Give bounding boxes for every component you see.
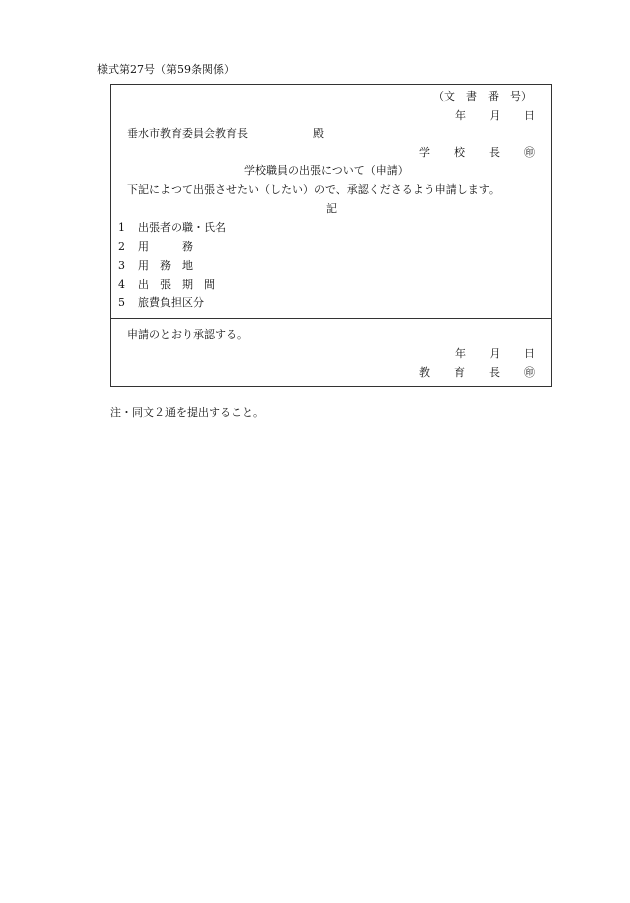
- seal-mark: ㊞: [524, 366, 535, 379]
- list-item: [118, 278, 215, 292]
- sender-char-2: 校: [454, 146, 465, 159]
- seal-mark: ㊞: [524, 146, 535, 159]
- request-date: [455, 109, 535, 123]
- ki-heading: 記: [326, 202, 337, 215]
- item-label: 出張者の職・氏名: [138, 221, 226, 234]
- addressee-honorific: 殿: [313, 127, 324, 140]
- addressee: 垂水市教育委員会教育長: [127, 127, 248, 140]
- item-number: 5: [118, 296, 125, 309]
- date-year: 年: [455, 109, 466, 122]
- list-item: [118, 221, 226, 235]
- approver-char-2: 育: [454, 366, 465, 379]
- approval-text: 申請のとおり承認する。: [127, 328, 248, 341]
- date-day: 日: [524, 109, 535, 122]
- date-year: 年: [455, 347, 466, 360]
- list-item: [118, 259, 193, 273]
- document-number-label: （文 書 番 号）: [433, 90, 532, 103]
- request-body-text: 下記によつて出張させたい（したい）ので、承認くださるよう申請します。: [127, 183, 500, 196]
- item-label: 用 務: [138, 240, 193, 253]
- item-number: 4: [118, 278, 125, 291]
- approval-date: [455, 347, 535, 361]
- list-item: [118, 240, 193, 254]
- item-label: 用 務 地: [138, 259, 193, 272]
- item-label: 旅費負担区分: [138, 296, 204, 309]
- item-number: 1: [118, 221, 125, 234]
- date-month: 月: [489, 109, 501, 122]
- date-month: 月: [489, 347, 501, 360]
- document-subject: 学校職員の出張について（申請）: [244, 164, 409, 177]
- section-divider: [110, 318, 552, 319]
- approver-char-1: 教: [419, 366, 430, 379]
- sender-char-1: 学: [419, 146, 430, 159]
- date-day: 日: [524, 347, 535, 360]
- item-number: 3: [118, 259, 125, 272]
- approver-superintendent: [419, 366, 535, 380]
- approver-char-3: 長: [489, 366, 500, 379]
- list-item: [118, 296, 204, 310]
- sender-char-3: 長: [489, 146, 500, 159]
- item-number: 2: [118, 240, 125, 253]
- sender-school-principal: [419, 146, 535, 160]
- item-label: 出 張 期 間: [138, 278, 215, 291]
- form-number: 様式第27号（第59条関係）: [97, 63, 235, 76]
- footer-note: 注・同文２通を提出すること。: [110, 406, 264, 419]
